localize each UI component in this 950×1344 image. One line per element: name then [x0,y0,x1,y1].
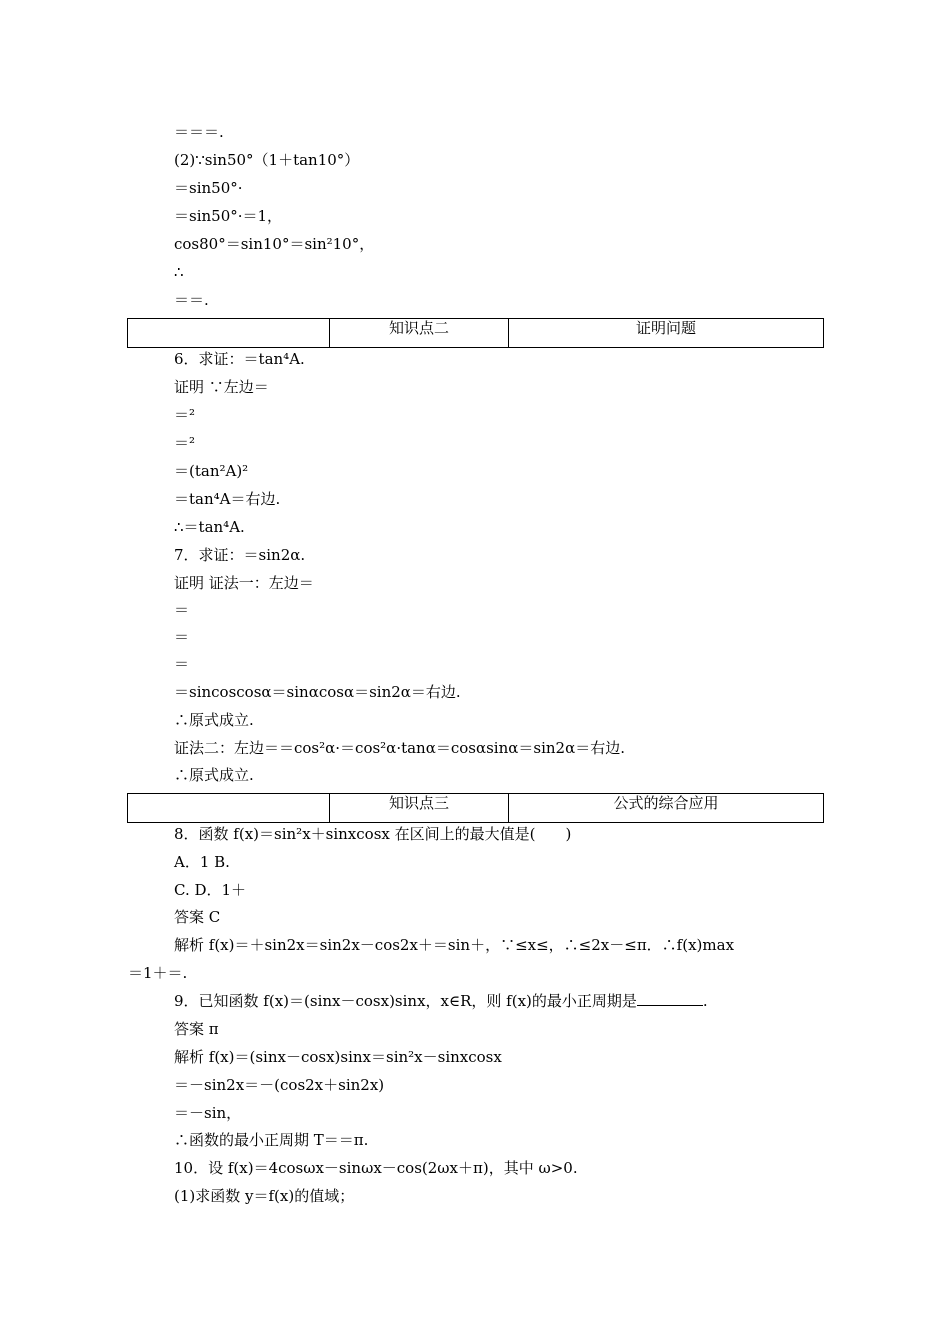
question-9 [174,991,708,1011]
text-line: A．1 B. [174,853,230,871]
text-line: ＝－sin2x＝－(cos2x＋sin2x) [174,1076,385,1094]
text-line: 证明 证法一：左边＝ [174,574,314,592]
text-line: ＝(tan²A)² [174,462,249,480]
text-line: (1)求函数 y＝f(x)的值域； [174,1187,355,1205]
text-line: 解析 f(x)＝(sinx－cosx)sinx＝sin²x－sinxcosx [174,1048,502,1066]
text-line: ＝sin50°· [174,179,243,197]
text-line: 证明 ∵左边＝ [174,378,269,396]
section-title: 公式的综合应用 [613,794,719,812]
text-line: ＝ [174,601,190,619]
text-line: 答案 C [174,908,221,926]
text-line: ＝1＋＝. [128,964,188,982]
text-line: 证法二：左边＝＝cos²α·＝cos²α·tanα＝cosαsinα＝sin2α＝右边. [174,739,625,757]
text-line: ＝＝＝. [174,123,224,141]
text-line: ∴ [174,263,184,281]
text-line: (2)∵sin50°（1＋tan10°） [174,151,360,169]
text-line: ∴＝tan⁴A. [174,518,245,536]
text-line: ∴原式成立. [174,711,254,729]
text-line: 6．求证：＝tan⁴A. [174,350,305,368]
table-empty-cell [128,794,330,822]
text-line: 8．函数 f(x)＝sin²x＋sinxcosx 在区间上的最大值是( ) [174,825,572,843]
section-header-table [127,318,824,348]
text-line: 10．设 f(x)＝4cosωx－sinωx－cos(2ωx＋π)，其中 ω>0. [174,1159,578,1177]
text-line: ＝sincoscosα＝sinαcosα＝sin2α＝右边. [174,683,461,701]
section-label: 知识点二 [330,319,509,347]
text-line: ＝＝. [174,291,209,309]
section-label: 知识点三 [330,794,509,822]
text-line: 答案 π [174,1020,219,1038]
table-empty-cell [128,319,330,347]
text-line: ＝² [174,406,196,424]
text-line: ＝－sin， [174,1104,242,1122]
question-text: 9．已知函数 f(x)＝(sinx－cosx)sinx，x∈R，则 f(x)的最小正周期是 [174,992,637,1010]
text-line: cos80°＝sin10°＝sin²10°， [174,235,375,253]
text-line: ＝sin50°·＝1， [174,207,283,225]
text-line: 7．求证：＝sin2α. [174,546,306,564]
section-title: 证明问题 [635,319,696,337]
section-header-table [127,793,824,823]
text-line: 解析 f(x)＝＋sin2x＝sin2x－cos2x＋＝sin＋，∵≤x≤，∴≤2x－≤π．∴f(x)max [174,936,735,954]
text-line: C. D．1＋ [174,881,247,899]
text-line: ∴原式成立. [174,766,254,784]
question-end: . [702,992,708,1010]
text-line: ＝tan⁴A＝右边. [174,490,281,508]
text-line: ∴函数的最小正周期 T＝＝π. [174,1131,369,1149]
text-line: ＝ [174,628,190,646]
text-line: ＝ [174,655,190,673]
text-line: ＝² [174,434,196,452]
answer-blank [637,991,703,1006]
